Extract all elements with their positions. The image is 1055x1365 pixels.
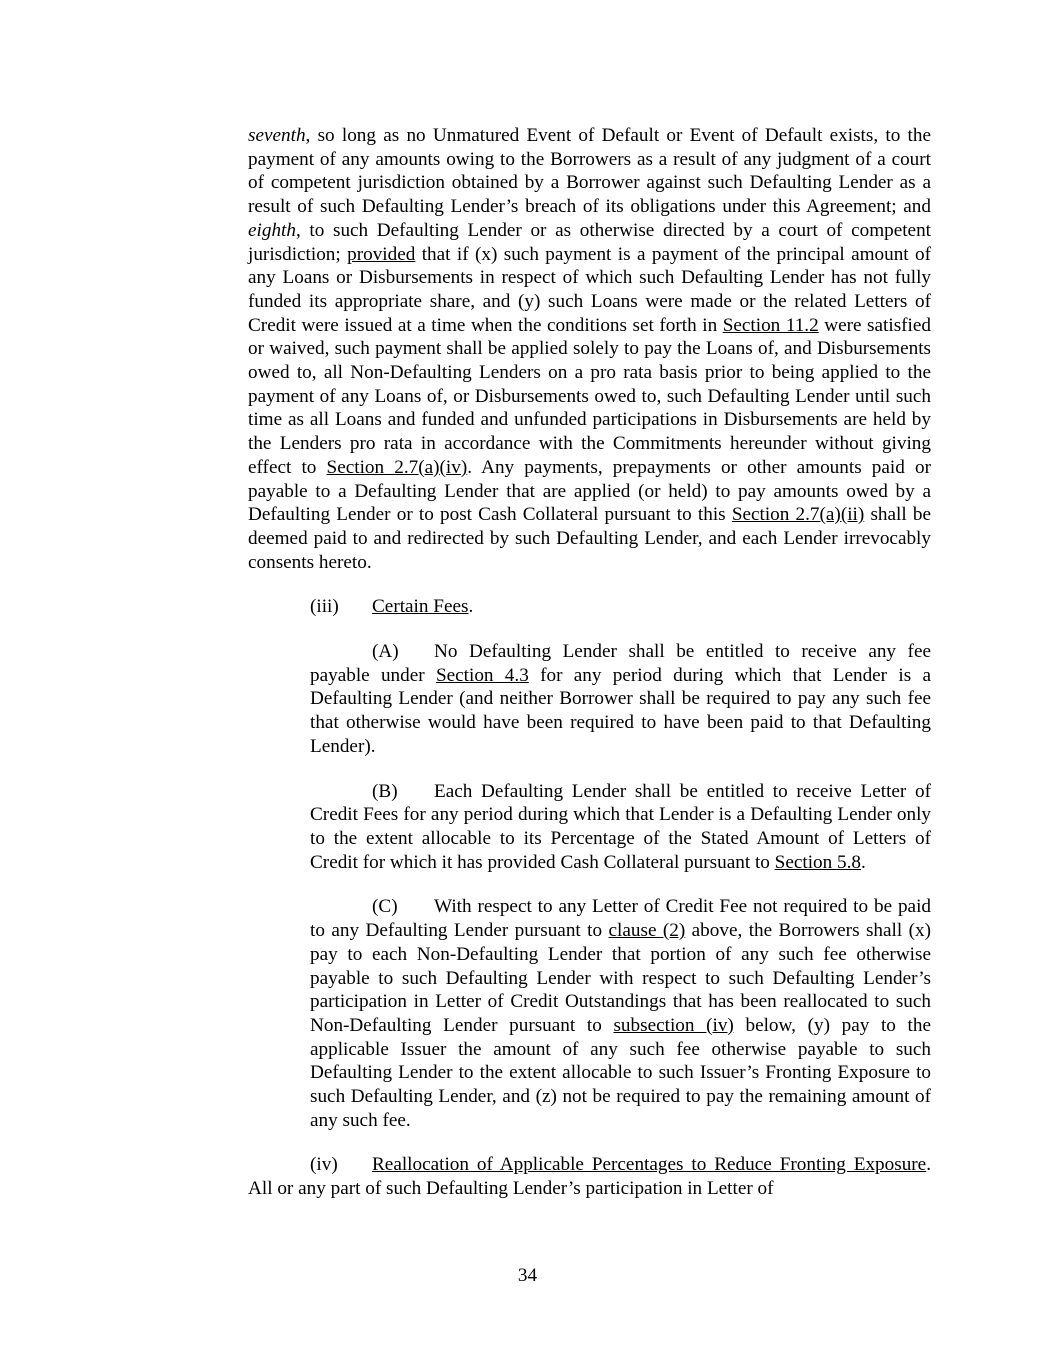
clause-label: (B): [372, 780, 398, 802]
subsection-heading: Certain Fees: [372, 596, 469, 618]
text-run: below, (y) pay to the applicable Issuer the amount of any such fee otherwise payable to such Defaulting Lender to the extent allocable to such Issuer’s Fronting Exposure to such Defaulting Lender, and (z) not be required to pay the remaining amount of any such fee.: [310, 1014, 931, 1131]
text-run: No Defaulting Lender shall be entitled to receive any fee payable under: [310, 641, 931, 686]
ref-section-2-7-a-ii: Section 2.7(a)(ii): [731, 504, 865, 526]
text-run: shall be deemed paid to and redirected by such Defaulting Lender, and each Lender irrevocably consents hereto.: [248, 504, 931, 573]
text-run: .: [861, 851, 866, 873]
text-run: for any period during which that Lender is a Defaulting Lender (and neither Borrower shall be required to pay any such fee that otherwise would have been required to have been paid to that Defaulting Lender).: [310, 664, 931, 757]
ref-subsection-iv: subsection (iv): [613, 1014, 734, 1036]
ref-clause-2: clause (2): [608, 920, 686, 942]
subsection-label: (iii): [310, 596, 339, 618]
text-run: . Any payments, prepayments or other amounts paid or payable to a Defaulting Lender that are applied (or held) to pay amounts owed by a Defaulting Lender or to post Cash Collateral pursuant to this: [248, 456, 931, 526]
clause-A: [310, 640, 931, 759]
text-run: , so long as no Unmatured Event of Default or Event of Default exists, to the payment of any amounts owing to the Borrowers as a result of any judgment of a court of competent jurisdiction obtained by a Borrower against such Defaulting Lender as a result of such Defaulting Lender’s breach of its obligations under this Agreement; and: [248, 125, 931, 218]
text-run: were satisfied or waived, such payment shall be applied solely to pay the Loans of, and Disbursements owed to, all Non-Defaulting Lenders on a pro rata basis prior to being applied to the payment of any Loans of, or Disbursements owed to, such Defaulting Lender until such time as all Loans and funded and unfunded participations in Disbursements are held by the Lenders pro rata in accordance with the Commitments hereunder without giving effect to: [248, 314, 932, 478]
page-body: [248, 124, 931, 1201]
text-run: that if (x) such payment is a payment of the principal amount of any Loans or Disbursements in respect of which such Defaulting Lender has not fully funded its appropriate share, and (y) such Loans were made or the related Letters of Credit were issued at a time when the conditions set forth in: [248, 243, 931, 336]
page-number: 34: [517, 1265, 538, 1286]
clause-label: (A): [372, 641, 399, 663]
text-run: With respect to any Letter of Credit Fee not required to be paid to any Defaulting Lender pursuant to: [310, 896, 931, 942]
text-run: above, the Borrowers shall (x) pay to each Non-Defaulting Lender that portion of any such fee otherwise payable to such Defaulting Lender with respect to such Defaulting Lender’s participation in Letter of Credit Outstandings that has been reallocated to such Non-Defaulting Lender pursuant to: [310, 920, 931, 1036]
clause-B: [310, 780, 931, 875]
term-seventh: seventh: [248, 125, 306, 146]
subsection-label: (iv): [310, 1154, 338, 1176]
clause-label: (C): [372, 896, 398, 918]
ref-section-11-2: Section 11.2: [722, 314, 819, 336]
text-run: .: [468, 596, 474, 618]
subsection-iv: [248, 1153, 931, 1200]
ref-section-2-7-a-iv: Section 2.7(a)(iv): [326, 456, 468, 478]
ref-section-5-8: Section 5.8: [774, 851, 862, 873]
text-run: , to such Defaulting Lender or as otherwise directed by a court of competent jurisdiction;: [248, 219, 931, 265]
ref-section-4-3: Section 4.3: [435, 664, 529, 686]
text-run: Each Defaulting Lender shall be entitled to receive Letter of Credit Fees for any period during which that Lender is a Defaulting Lender only to the extent allocable to its Percentage of the Stated Amount of Letters of Credit for which it has provided Cash Collateral pursuant to: [310, 780, 931, 873]
subsection-heading: Reallocation of Applicable Percentages to Reduce Fronting Exposure: [372, 1154, 927, 1176]
term-eighth: eighth: [248, 219, 296, 241]
clause-C: [310, 895, 931, 1132]
text-run: . All or any part of such Defaulting Lender’s participation in Letter of: [248, 1154, 931, 1200]
subsection-iii-heading: [248, 595, 931, 619]
paragraph-seventh-eighth: [248, 124, 931, 574]
term-provided: provided: [347, 243, 416, 265]
